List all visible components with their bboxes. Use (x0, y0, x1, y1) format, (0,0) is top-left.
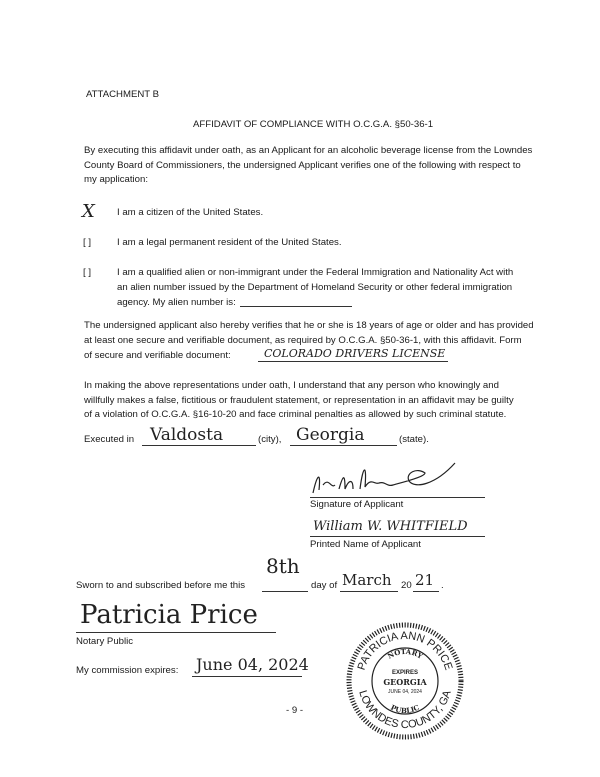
checkbox-resident[interactable]: [ ] (83, 237, 91, 248)
option-resident: I am a legal permanent resident of the United States. (117, 237, 342, 248)
seal-bottom-text: LOWNDES COUNTY, GA (356, 688, 454, 732)
notary-signature-line (76, 632, 276, 633)
commission-expires-field[interactable] (192, 676, 302, 677)
day-field[interactable] (262, 591, 308, 592)
state-field[interactable] (290, 445, 397, 446)
option-alien-line: I am a qualified alien or non-immigrant under the Federal Immigration and Nationality Act with (117, 267, 514, 278)
checkbox-citizen[interactable]: X (82, 201, 95, 222)
city-value: Valdosta (150, 425, 224, 445)
warning-line: of a violation of O.C.G.A. §16-10-20 and face criminal penalties as allowed by such criminal statute. (84, 409, 507, 420)
notary-seal (346, 622, 464, 740)
option-alien-line: agency. My alien number is: (117, 297, 236, 308)
document-title: AFFIDAVIT OF COMPLIANCE WITH O.C.G.A. §50-36-1 (193, 119, 434, 130)
commission-expires-label: My commission expires: (76, 665, 179, 676)
page-number: - 9 - (286, 705, 304, 716)
notary-signature: Patricia Price (80, 600, 258, 630)
warning-line: willfully makes a false, fictitious or fraudulent statement, or representation in an affidavit may be guilty (84, 395, 514, 406)
month-value: March (342, 571, 392, 589)
sworn-end: . (441, 580, 444, 591)
notary-label: Notary Public (76, 636, 134, 647)
intro-line: my application: (84, 174, 148, 185)
svg-text:NOTARY (386, 647, 425, 661)
year-prefix: 20 (401, 580, 412, 591)
verification-line: The undersigned applicant also hereby verifies that he or she is 18 years of age or older and has provided (84, 320, 534, 331)
document-field[interactable] (258, 361, 448, 362)
year-value: 21 (415, 571, 435, 589)
city-label: (city), (258, 434, 282, 445)
option-citizen: I am a citizen of the United States. (117, 207, 264, 218)
printed-name-line (310, 536, 485, 537)
seal-public-text: PUBLIC (389, 702, 421, 716)
svg-text:PUBLIC (389, 703, 421, 716)
seal-date-text: JUNE 04, 2024 (388, 689, 422, 695)
signature-line (310, 497, 485, 498)
sworn-label: Sworn to and subscribed before me this (76, 580, 246, 591)
attachment-label: ATTACHMENT B (86, 89, 160, 100)
verification-line: of secure and verifiable document: (84, 350, 231, 361)
city-field[interactable] (142, 445, 256, 446)
document-value: COLORADO DRIVERS LICENSE (264, 347, 446, 360)
printed-name-label: Printed Name of Applicant (310, 539, 421, 550)
signature-label: Signature of Applicant (310, 499, 404, 510)
alien-number-field[interactable] (240, 306, 352, 307)
seal-state-text: GEORGIA (383, 677, 427, 687)
warning-line: In making the above representations under oath, I understand that any person who knowingly and (84, 380, 499, 391)
option-alien-line: an alien number issued by the Department of Homeland Security or other federal immigration (117, 282, 513, 293)
intro-line: County Board of Commissioners, the undersigned Applicant verifies one of the following with respect to (84, 160, 521, 171)
applicant-signature (305, 455, 485, 500)
seal-notary-text: NOTARY (385, 646, 425, 661)
state-label: (state). (399, 434, 429, 445)
day-of-label: day of (311, 580, 338, 591)
intro-line: By executing this affidavit under oath, as an Applicant for an alcoholic beverage license from the Lowndes (84, 145, 533, 156)
year-field[interactable] (413, 591, 439, 592)
verification-line: at least one secure and verifiable document, as required by O.C.G.A. §50-36-1, with this affidavit. Form (84, 335, 522, 346)
seal-expires-text: EXPIRES (391, 670, 419, 676)
seal-top-text: PATRICIA ANN PRICE (355, 629, 455, 672)
day-value: 8th (266, 554, 300, 578)
checkbox-alien[interactable]: [ ] (83, 267, 91, 278)
executed-label: Executed in (84, 434, 135, 445)
state-value: Georgia (296, 425, 365, 445)
month-field[interactable] (340, 591, 398, 592)
commission-expires-value: June 04, 2024 (196, 655, 309, 674)
printed-name-value: William W. WHITFIELD (313, 519, 468, 534)
